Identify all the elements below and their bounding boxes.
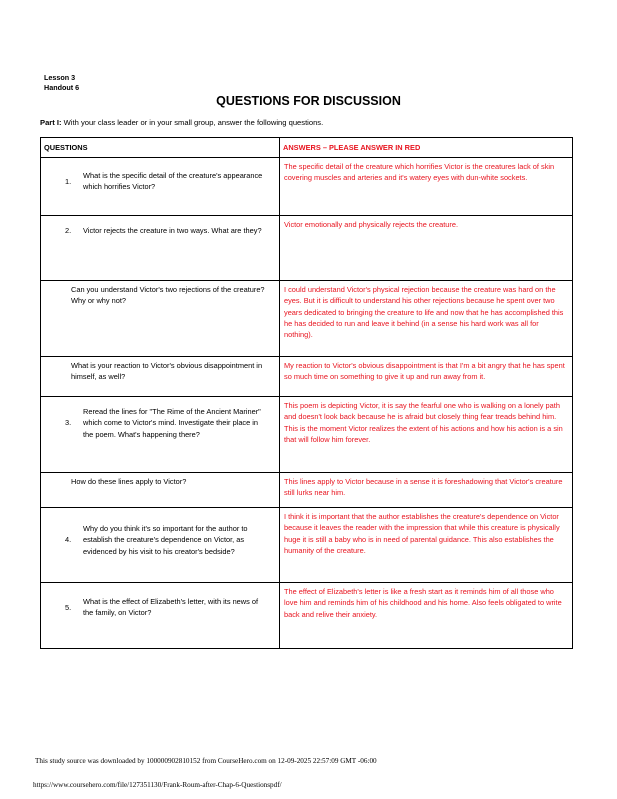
question-text: What is the effect of Elizabeth's letter, with its news of the family, on Victor?: [83, 597, 259, 618]
table-header-row: [41, 138, 573, 158]
question-number: 1.: [65, 176, 72, 186]
answer-text[interactable]: This lines apply to Victor because in a sense it is foreshadowing that Victor's creature still lurks near him.: [280, 473, 573, 508]
question-text: Reread the lines for "The Rime of the Ancient Mariner" which come to Victor's mind. Investigate their place in the poem. What's happening there?: [83, 407, 261, 439]
answer-text[interactable]: Victor emotionally and physically rejects the creature.: [280, 216, 573, 281]
source-url[interactable]: https://www.coursehero.com/file/127351130/Frank-Roum-after-Chap-6-Questionspdf/: [33, 781, 282, 789]
question-number: 2.: [65, 226, 72, 236]
question-text: Victor rejects the creature in two ways. What are they?: [83, 226, 262, 236]
answers-header: ANSWERS – PLEASE ANSWER IN RED: [280, 138, 573, 158]
answer-text[interactable]: The specific detail of the creature which horrifies Victor is the creatures lack of skin covering muscles and arteries and it's watery eyes with dun-white sockets.: [280, 158, 573, 216]
table-row: [41, 216, 573, 281]
page-title: QUESTIONS FOR DISCUSSION: [216, 94, 401, 108]
lesson-label-block: [44, 73, 79, 93]
questions-header: QUESTIONS: [41, 138, 280, 158]
table-row: [41, 508, 573, 583]
questions-table: [40, 137, 573, 649]
question-number: 3.: [65, 418, 72, 428]
answer-text[interactable]: This poem is depicting Victor, it is say the fearful one who is walking on a lonely path and doesn't look back because he is afraid but closely thing fear treads behind him. This is the moment Victor realizes the extent of his actions and how his action is a sin that will follow him forever.: [280, 397, 573, 473]
question-text: Can you understand Victor's two rejections of the creature? Why or why not?: [71, 285, 265, 306]
handout-number: Handout 6: [44, 83, 80, 92]
question-text: How do these lines apply to Victor?: [71, 477, 187, 487]
question-number: 5.: [65, 602, 72, 612]
table-row: [41, 473, 573, 508]
question-text: Why do you think it's so important for the author to establish the creature's dependence on Victor, as evidenced by his visit to his creator's bedside?: [83, 524, 248, 556]
answer-text[interactable]: I could understand Victor's physical rejection because the creature was hard on the eyes. But it is difficult to understand his other rejections because he spent over two years dedicated to bringing the creature to life and now that he has accomplished this he has decided to run and leave it behind (in a sense his hard work was all for nothing).: [280, 281, 573, 357]
download-notice: This study source was downloaded by 100000902810152 from CourseHero.com on 12-09-2025 22:57:09 GMT -06:00: [35, 757, 377, 765]
question-text: What is your reaction to Victor's obvious disappointment in himself, as well?: [71, 361, 263, 382]
part-label: Part I:: [40, 118, 62, 127]
answer-text[interactable]: My reaction to Victor's obvious disappointment is that I'm a bit angry that he has spent so much time on something to give it up and run away from it.: [280, 357, 573, 397]
table-row: [41, 583, 573, 649]
lesson-number: Lesson 3: [44, 73, 76, 82]
instructions: [40, 118, 323, 127]
instructions-text: With your class leader or in your small group, answer the following questions.: [61, 118, 324, 127]
table-row: [41, 357, 573, 397]
question-text: What is the specific detail of the creature's appearance which horrifies Victor?: [83, 171, 263, 192]
table-row: [41, 158, 573, 216]
question-number: 4.: [65, 535, 72, 545]
answer-text[interactable]: The effect of Elizabeth's letter is like a fresh start as it reminds him of all those who love him and reminds him of his childhood and his home. Also feels obligated to write back and relive their anxiety.: [280, 583, 573, 649]
table-row: [41, 281, 573, 357]
table-row: [41, 397, 573, 473]
answer-text[interactable]: I think it is important that the author establishes the creature's dependence on Victor because it leaves the reader with the impression that while this creature is physically huge it is still a baby who is in need of parental guidance. This also establishes the humanity of the creature.: [280, 508, 573, 583]
